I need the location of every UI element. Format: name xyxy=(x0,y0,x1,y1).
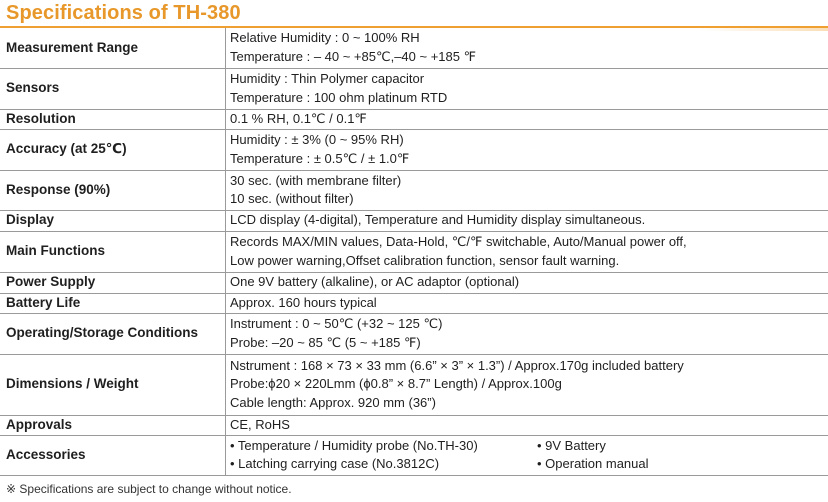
spec-row-resolution xyxy=(0,109,828,129)
spec-value xyxy=(226,415,828,435)
spec-value xyxy=(226,129,828,170)
spec-row-display xyxy=(0,210,828,231)
spec-value-line: Humidity : ± 3% (0 ~ 95% RH) xyxy=(230,132,404,147)
spec-row-accuracy xyxy=(0,129,828,170)
spec-label: Accessories xyxy=(0,435,226,475)
spec-value xyxy=(226,28,828,68)
spec-value-line: Temperature : 100 ohm platinum RTD xyxy=(230,89,448,105)
spec-value xyxy=(226,109,828,129)
footnote: ※ Specifications are subject to change without notice. xyxy=(6,482,292,496)
spec-label: Power Supply xyxy=(0,272,226,293)
spec-value xyxy=(226,170,828,210)
spec-label: Approvals xyxy=(0,415,226,435)
spec-label: Accuracy (at 25℃) xyxy=(0,129,226,170)
spec-value-line: Temperature : – 40 ~ +85℃,–40 ~ +185 ℉ xyxy=(230,48,476,64)
spec-label: Response (90%) xyxy=(0,170,226,210)
spec-value-line: 0.1 % RH, 0.1℃ / 0.1℉ xyxy=(230,110,367,126)
spec-value xyxy=(226,68,828,109)
spec-value-line: CE, RoHS xyxy=(230,416,290,432)
accessory-item: • Latching carrying case (No.3812C) xyxy=(230,456,440,471)
spec-value-line: Nstrument : 168 × 73 × 33 mm (6.6” × 3” × 1.3”) / Approx.170g included battery xyxy=(230,357,684,373)
spec-row-power-supply xyxy=(0,272,828,293)
spec-label: Main Functions xyxy=(0,231,226,272)
spec-row-approvals xyxy=(0,415,828,435)
spec-value-line: Temperature : ± 0.5℃ / ± 1.0℉ xyxy=(230,150,410,166)
spec-value xyxy=(226,231,828,272)
spec-value-line: One 9V battery (alkaline), or AC adaptor (optional) xyxy=(230,274,520,290)
spec-row-response xyxy=(0,170,828,210)
spec-table-body xyxy=(0,28,828,475)
accessories-list xyxy=(226,435,828,475)
spec-row-dimensions-weight xyxy=(0,354,828,415)
spec-label: Battery Life xyxy=(0,293,226,313)
spec-value-line: Records MAX/MIN values, Data-Hold, ℃/℉ switchable, Auto/Manual power off, xyxy=(230,234,687,249)
spec-row-sensors xyxy=(0,68,828,109)
spec-label: Display xyxy=(0,210,226,231)
spec-row-accessories xyxy=(0,435,828,475)
spec-value-line: Relative Humidity : 0 ~ 100% RH xyxy=(230,30,420,46)
spec-value xyxy=(226,210,828,231)
spec-value-line: 10 sec. (without filter) xyxy=(230,191,354,206)
spec-value xyxy=(226,313,828,354)
spec-value xyxy=(226,272,828,293)
spec-value xyxy=(226,354,828,415)
spec-row-measurement-range xyxy=(0,28,828,68)
spec-row-main-functions xyxy=(0,231,828,272)
accessory-item: • 9V Battery xyxy=(537,437,606,453)
spec-label: Sensors xyxy=(0,68,226,109)
spec-value-line: Approx. 160 hours typical xyxy=(230,294,377,310)
spec-label: Operating/Storage Conditions xyxy=(0,313,226,354)
spec-label: Dimensions / Weight xyxy=(0,354,226,415)
spec-table xyxy=(0,28,828,476)
spec-value-line: Low power warning,Offset calibration function, sensor fault warning. xyxy=(230,252,620,268)
spec-value-line: Humidity : Thin Polymer capacitor xyxy=(230,71,425,86)
spec-row-battery-life xyxy=(0,293,828,313)
spec-value-line: 30 sec. (with membrane filter) xyxy=(230,172,402,188)
accessory-item: • Operation manual xyxy=(537,456,649,471)
spec-label: Resolution xyxy=(0,109,226,129)
spec-value-line: Instrument : 0 ~ 50℃ (+32 ~ 125 ℃) xyxy=(230,316,443,331)
spec-value-line: LCD display (4-digital), Temperature and Humidity display simultaneous. xyxy=(230,212,646,228)
spec-value-line: Probe: –20 ~ 85 ℃ (5 ~ +185 ℉) xyxy=(230,334,421,350)
spec-value-line: Probe:ϕ20 × 220Lmm (ϕ0.8” × 8.7” Length) / Approx.100g xyxy=(230,376,562,392)
spec-value-line: Cable length: Approx. 920 mm (36”) xyxy=(230,394,436,410)
spec-value xyxy=(226,293,828,313)
spec-label: Measurement Range xyxy=(0,28,226,68)
accessory-item: • Temperature / Humidity probe (No.TH-30) xyxy=(230,437,478,453)
page-title: Specifications of TH-380 xyxy=(6,2,241,24)
spec-row-operating-storage xyxy=(0,313,828,354)
